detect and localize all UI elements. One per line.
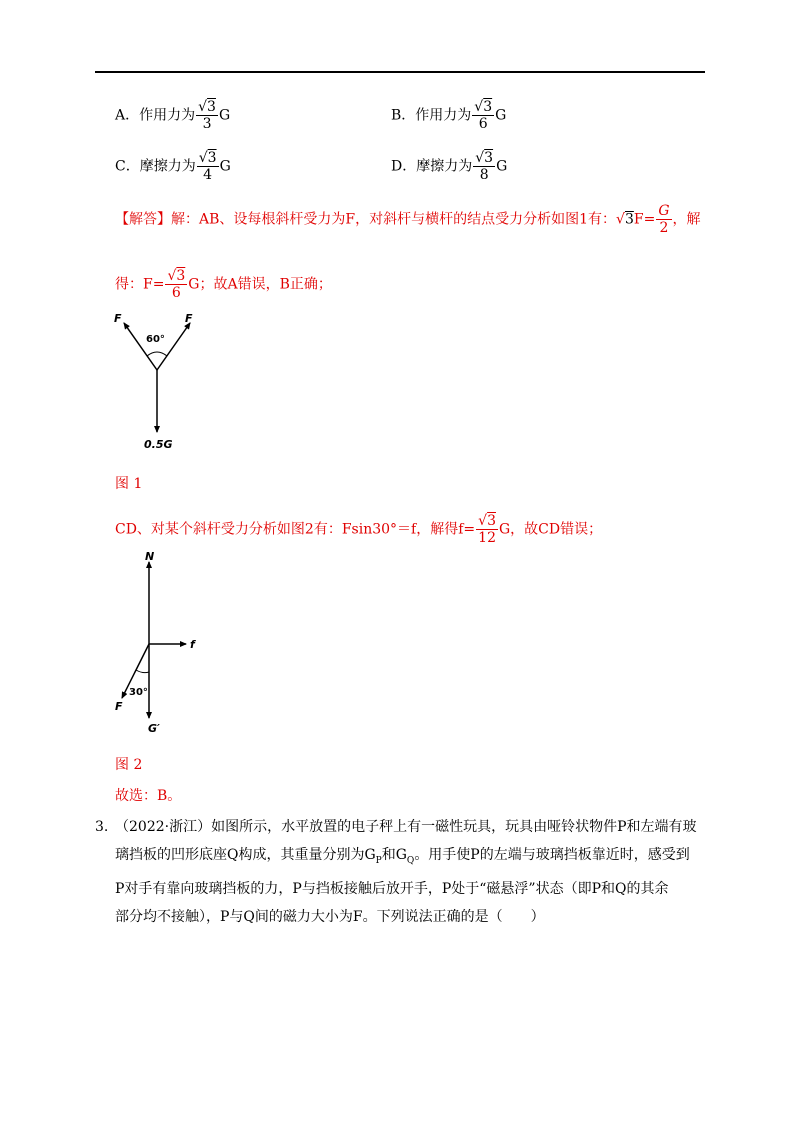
option-d: D．摩擦力为 $\frac{√3}{8}$ G xyxy=(391,150,508,183)
fig1-label-f-right: F xyxy=(185,312,193,325)
fig1-label-bottom: 0.5G xyxy=(144,438,173,451)
figure-2-caption: 图 2 xyxy=(115,757,143,773)
angle-arc-30 xyxy=(136,670,149,673)
fig2-angle-label: 30° xyxy=(129,687,148,698)
answer-line-1: 【解答】解：AB、设每根斜杆受力为F，对斜杆与横杆的结点受力分析如图1有：√3F= $\frac{G}{2}$ ，解 xyxy=(115,203,701,236)
option-c: C．摩擦力为 $\frac{√3}{4}$ G xyxy=(115,150,231,183)
figure-1-caption: 图 1 xyxy=(115,476,143,492)
answer-cd-fraction: $\frac{√3}{12}$ xyxy=(478,513,496,546)
question-3-line-2: 璃挡板的凹形底座Q构成，其重量分别为$G_P$和$G_Q$。用手使P的左端与玻璃挡板靠近时，感受到 xyxy=(115,847,690,866)
option-b-fraction: $\frac{√3}{6}$ xyxy=(474,99,493,132)
answer-conclusion: 故选：B。 xyxy=(115,788,182,804)
fig2-label-n: N xyxy=(145,550,155,563)
figure-2-force-diagram xyxy=(110,548,210,738)
question-3-line-4: 部分均不接触），P与Q间的磁力大小为F。下列说法正确的是（ ） xyxy=(115,908,545,925)
question-3-number: 3. xyxy=(95,819,109,835)
fig2-label-f: f xyxy=(190,638,195,651)
angle-arc xyxy=(147,352,167,356)
question-3-text xyxy=(115,813,705,931)
force-f-right-arrow xyxy=(157,323,190,370)
option-c-fraction: $\frac{√3}{4}$ xyxy=(198,150,217,183)
answer-tag: 【解答】 xyxy=(115,211,171,228)
g-over-2-fraction: $\frac{G}{2}$ xyxy=(658,203,670,236)
answer-line-2-fraction: $\frac{√3}{6}$ xyxy=(167,268,186,301)
option-a: A．作用力为 $\frac{√3}{3}$ G xyxy=(115,99,231,132)
answer-line-2: 得：F= $\frac{√3}{6}$ G；故A错误，B正确； xyxy=(115,268,332,301)
option-b: B．作用力为 $\frac{√3}{6}$ G xyxy=(391,99,507,132)
force-f-left-arrow xyxy=(124,323,157,370)
question-3-line-1: （2022·浙江）如图所示，水平放置的电子秤上有一磁性玩具，玩具由哑铃状物件P和左端有玻 xyxy=(115,819,697,835)
fig2-label-g: G′ xyxy=(148,722,160,735)
header-rule xyxy=(95,71,705,73)
fig2-label-f-big: F xyxy=(115,700,123,713)
option-d-fraction: $\frac{√3}{8}$ xyxy=(475,150,494,183)
question-3-line-3: P对手有靠向玻璃挡板的力，P与挡板接触后放开手，P处于“磁悬浮”状态（即P和Q的其余 xyxy=(115,880,669,897)
fig1-label-f-left: F xyxy=(114,312,122,325)
answer-cd-line: CD、对某个斜杆受力分析如图2有：Fsin30°＝f，解得f= $\frac{√3}{12}$ G，故CD错误； xyxy=(115,513,603,546)
option-a-fraction: $\frac{√3}{3}$ xyxy=(198,99,216,132)
fig1-angle-label: 60° xyxy=(146,334,165,345)
figure-1-force-diagram xyxy=(110,310,210,455)
